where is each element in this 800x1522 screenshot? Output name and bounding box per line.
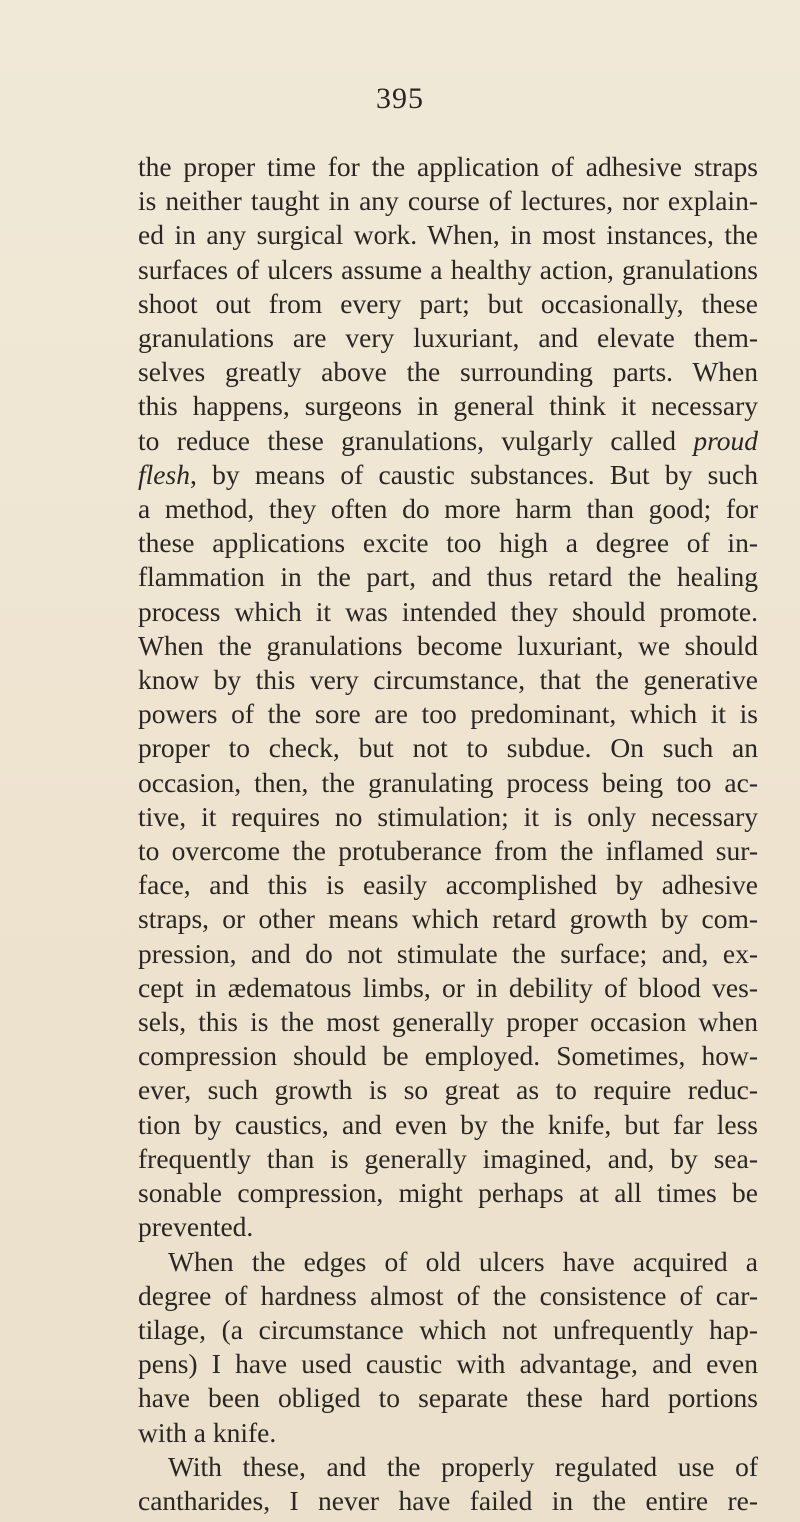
text-line-content: cantharides, I never have failed in the entire re- — [138, 1484, 758, 1516]
text-line-content: pens) I have used caustic with advantage, and even — [138, 1348, 758, 1380]
text-line-content: face, and this is easily accomplished by adhesive — [138, 869, 758, 901]
text-line — [138, 1108, 758, 1142]
text-line-content: with a knife. — [138, 1416, 277, 1448]
text-line — [138, 1005, 758, 1039]
text-line — [138, 1176, 758, 1210]
text-line-content: degree of hardness almost of the consistence of car- — [138, 1279, 758, 1311]
text-line — [138, 526, 758, 560]
text-line — [138, 1279, 758, 1313]
text-line — [138, 902, 758, 936]
text-line-content: pression, and do not stimulate the surface; and, ex- — [138, 937, 758, 969]
text-line — [138, 766, 758, 800]
text-line-content: When the edges of old ulcers have acquired a — [168, 1245, 758, 1277]
text-line-content: cept in ædematous limbs, or in debility of blood ves- — [138, 971, 758, 1003]
text-line — [138, 868, 758, 902]
text-line-content: the proper time for the application of adhesive straps — [138, 151, 758, 182]
text-line-content: a method, they often do more harm than good; for — [138, 493, 758, 525]
text-line-content: tion by caustics, and even by the knife, but far less — [138, 1108, 758, 1140]
text-line-content: prevented. — [138, 1211, 254, 1243]
text-line-content: sonable compression, might perhaps at all times be — [138, 1177, 758, 1209]
text-line-content: to reduce these granulations, vulgarly called — [138, 424, 694, 456]
text-line — [138, 1450, 758, 1484]
text-line-content: have been obliged to separate these hard portions — [138, 1382, 758, 1414]
text-line — [138, 1347, 758, 1381]
text-line — [138, 937, 758, 971]
text-line — [138, 492, 758, 526]
text-line-content: frequently than is generally imagined, and, by sea- — [138, 1142, 758, 1174]
text-line-content: occasion, then, the granulating process being too ac- — [138, 766, 758, 798]
page-number: 395 — [376, 82, 424, 115]
italic-phrase: flesh — [138, 458, 190, 490]
text-line — [138, 629, 758, 663]
text-line — [138, 834, 758, 868]
text-line-content: process which it was intended they should promote. — [138, 595, 758, 627]
text-line-content: selves greatly above the surrounding parts. When — [138, 356, 758, 388]
text-line — [138, 560, 758, 594]
text-line — [138, 731, 758, 765]
text-line — [138, 1039, 758, 1073]
text-line-content: tive, it requires no stimulation; it is only necessary — [138, 800, 758, 832]
text-line-content: tilage, (a circumstance which not unfrequently hap- — [138, 1313, 758, 1345]
text-line — [138, 1210, 758, 1244]
text-line-content: When the granulations become luxuriant, we should — [138, 629, 758, 661]
text-line — [138, 1073, 758, 1107]
text-line — [138, 1313, 758, 1347]
text-line-content: powers of the sore are too predominant, which it is — [138, 698, 758, 730]
text-line-content: know by this very circumstance, that the generative — [138, 664, 758, 696]
text-line — [138, 218, 758, 252]
text-line — [138, 1416, 758, 1450]
text-line — [138, 663, 758, 697]
text-line — [138, 1142, 758, 1176]
text-line-content: these applications excite too high a degree of in- — [138, 527, 758, 559]
text-line-content: straps, or other means which retard growth by com- — [138, 903, 758, 935]
body-text — [138, 150, 758, 1518]
text-line — [138, 389, 758, 423]
text-line — [138, 697, 758, 731]
italic-phrase: proud — [693, 424, 758, 456]
text-line — [138, 321, 758, 355]
text-line-content: this happens, surgeons in general think it necessary — [138, 390, 758, 422]
text-line-content: sels, this is the most generally proper occasion when — [138, 1006, 758, 1038]
text-line-content: With these, and the properly regulated use of — [168, 1450, 758, 1482]
text-line — [138, 800, 758, 834]
text-line — [138, 595, 758, 629]
text-line-content: is neither taught in any course of lectures, nor explain- — [138, 185, 758, 217]
text-line — [138, 971, 758, 1005]
text-line-content: flammation in the part, and thus retard the healing — [138, 561, 758, 593]
text-line — [138, 253, 758, 287]
text-line — [138, 458, 758, 492]
text-line-content: to overcome the protuberance from the inflamed sur- — [138, 835, 758, 867]
text-line-content: proper to check, but not to subdue. On such an — [138, 732, 758, 764]
text-line-content: granulations are very luxuriant, and elevate them- — [138, 322, 758, 354]
text-line — [138, 150, 758, 184]
text-line-content: , by means of caustic substances. But by such — [189, 458, 758, 490]
text-line-content: ever, such growth is so great as to require reduc- — [138, 1074, 758, 1106]
text-line — [138, 424, 758, 458]
text-line — [138, 1245, 758, 1279]
text-line — [138, 355, 758, 389]
text-line — [138, 1381, 758, 1415]
text-line — [138, 1484, 758, 1518]
text-line-content: ed in any surgical work. When, in most instances, the — [138, 219, 758, 251]
text-line — [138, 184, 758, 218]
text-line-content: surfaces of ulcers assume a healthy action, granulations — [138, 253, 758, 285]
text-line-content: shoot out from every part; but occasionally, these — [138, 287, 758, 319]
text-line-content: compression should be employed. Sometimes, how- — [138, 1040, 758, 1072]
text-line — [138, 287, 758, 321]
